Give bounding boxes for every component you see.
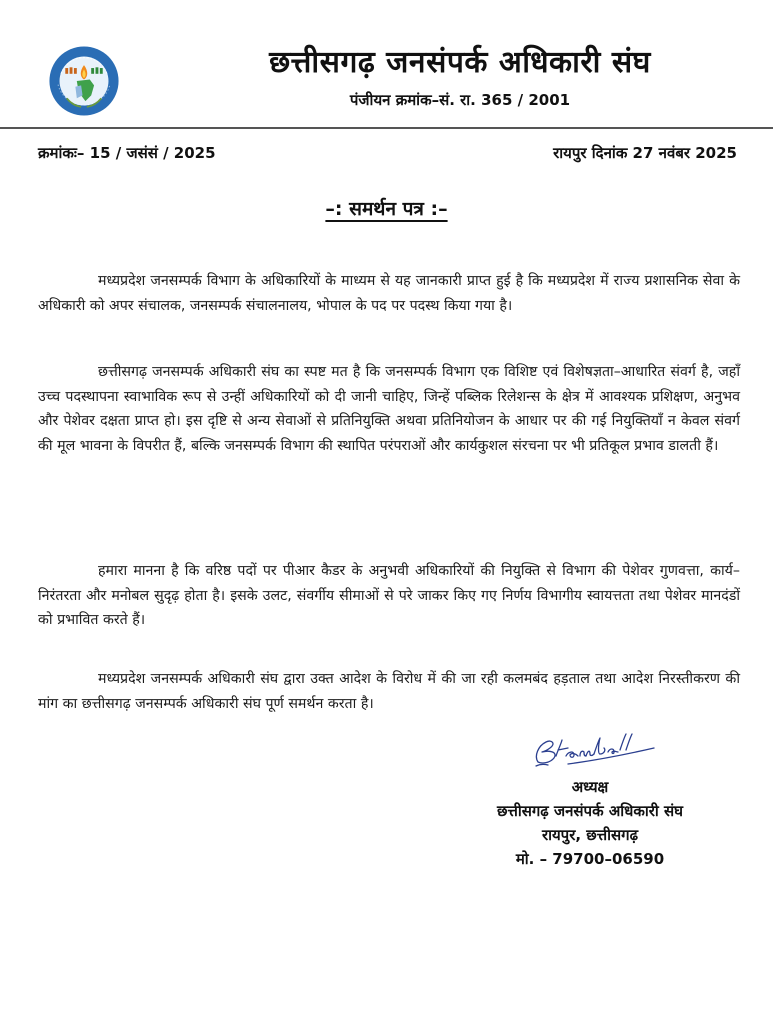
handwritten-signature-icon bbox=[528, 728, 658, 774]
organization-seal-logo-icon bbox=[48, 45, 120, 117]
place-and-date: रायपुर दिनांक 27 नवंबर 2025 bbox=[553, 144, 737, 162]
reference-number: क्रमांकः– 15 / जसंसं / 2025 bbox=[38, 144, 216, 162]
body-paragraph-3: हमारा मानना है कि वरिष्ठ पदों पर पीआर कैडर के अनुभवी अधिकारियों की नियुक्ति से विभाग की पेशेवर गुणवत्ता, कार्य–निरंतरता और मनोबल सुदृढ़ होता है। इसके उलट, संवर्गीय सीमाओं से परे जाकर किए गए निर्णय विभागीय स्वायत्तता तथा पेशेवर मानदंडों को प्रभावित करते हैं। bbox=[38, 563, 740, 629]
letter-subject bbox=[0, 195, 773, 221]
body-paragraph-4: मध्यप्रदेश जनसम्पर्क अधिकारी संघ द्वारा उक्त आदेश के विरोध में की जा रही कलमबंद हड़ताल तथा आदेश निरस्तीकरण की मांग का छत्तीसगढ़ जनसम्पर्क अधिकारी संघ पूर्ण समर्थन करता है। bbox=[38, 671, 740, 712]
signatory-mobile: मो. – 79700–06590 bbox=[515, 850, 665, 868]
subject-text: –: समर्थन पत्र :– bbox=[325, 198, 448, 220]
signatory-designation: अध्यक्ष bbox=[571, 778, 609, 796]
organization-name-heading: छत्तीसगढ़ जनसंपर्क अधिकारी संघ bbox=[269, 45, 651, 80]
signatory-location: रायपुर, छत्तीसगढ़ bbox=[541, 826, 639, 844]
header-divider bbox=[0, 127, 773, 129]
signatory-block bbox=[420, 775, 760, 871]
body-paragraph-2: छत्तीसगढ़ जनसम्पर्क अधिकारी संघ का स्पष्ट मत है कि जनसम्पर्क विभाग एक विशिष्ट एवं विशेषज्ञता–आधारित संवर्ग है, जहाँ उच्च पदस्थापना स्वाभाविक रूप से उन्हीं अधिकारियों को दी जानी चाहिए, जिन्हें पब्लिक रिलेशन्स के क्षेत्र में आवश्यक प्रशिक्षण, अनुभव और पेशेवर दक्षता प्राप्त हो। इस दृष्टि से अन्य सेवाओं से प्रतिनियुक्ति अथवा प्रतिनियोजन के आधार पर की गई नियुक्तियाँ न केवल संवर्ग की मूल भावना के विपरीत हैं, बल्कि जनसम्पर्क विभाग की स्थापित परंपराओं और कार्यकुशल संरचना पर भी प्रतिकूल प्रभाव डालती हैं। bbox=[38, 364, 740, 454]
body-paragraph-1: मध्यप्रदेश जनसम्पर्क विभाग के अधिकारियों के माध्यम से यह जानकारी प्राप्त हुई है कि मध्यप्रदेश में राज्य प्रशासनिक सेवा के अधिकारी को अपर संचालक, जनसम्पर्क संचालनालय, भोपाल के पद पर पदस्थ किया गया है। bbox=[38, 273, 740, 314]
signatory-organization: छत्तीसगढ़ जनसंपर्क अधिकारी संघ bbox=[496, 802, 684, 820]
registration-number: पंजीयन क्रमांक–सं. रा. 365 / 2001 bbox=[349, 91, 571, 109]
